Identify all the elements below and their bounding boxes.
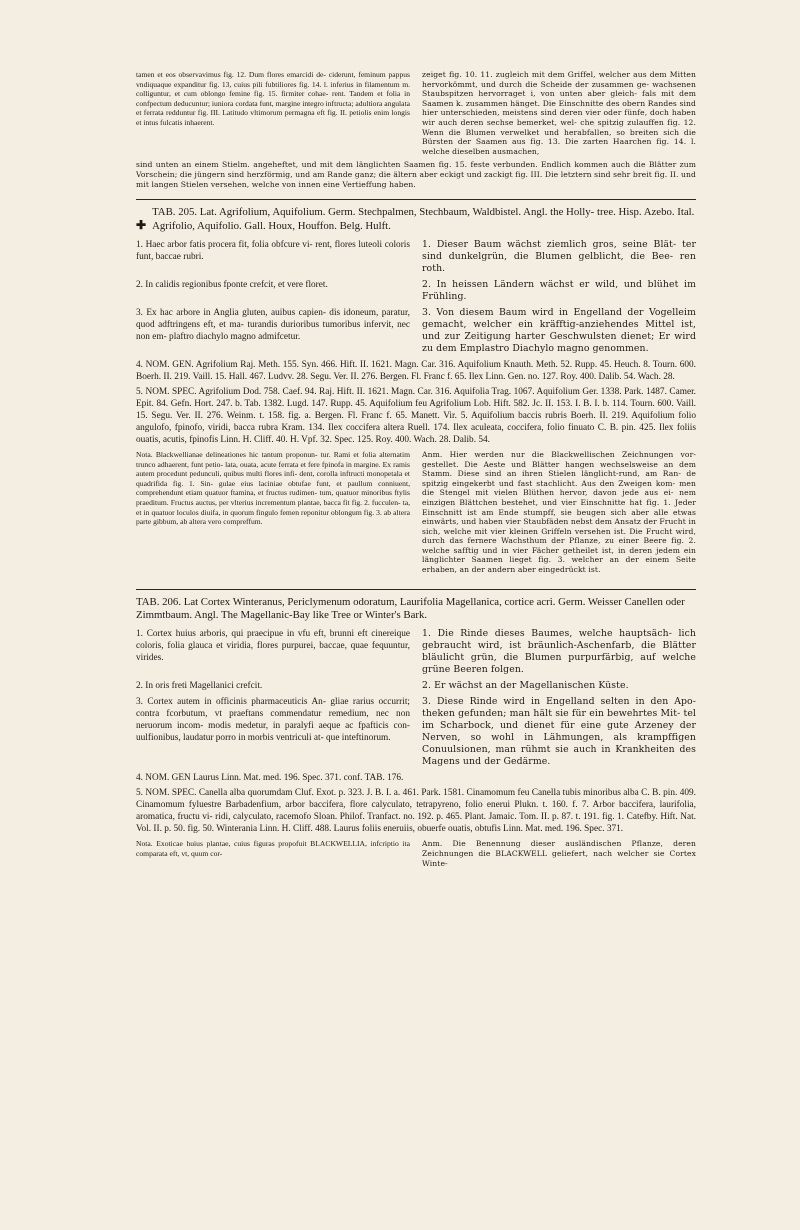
tab-205-heading: TAB. 205. Lat. Agrifolium, Aquifolium. Germ. Stechpalmen, Stechbaum, Waldbistel. Angl. the Holly- tree. Hisp. Azebo. Ital. Agrifolio, Aquifolio. Gall. Houx, Houffon. Belg. Hulft. — [152, 206, 695, 232]
latin-item: 1. Cortex huius arboris, qui praecipue in vfu eft, brunni eft cinereique coloris, folia glauca et viridia, flores purpurei, baccae, quae fequuntur, virides. — [136, 629, 410, 664]
latin-column-top: tamen et eos observavimus fig. 12. Dum flores emarcidi de- ciderunt, feminum pappus vndiquaque expanditur fig. 13, cuius pili fubtiliores fig. 14. l. inferius in filamentum m. colliguntur, et cum oblongo femine fig. 15. firmiter cohae- rent. Tandem et folia in confpectum deducuntur; iuniora cordata funt, margine integro inftructa; adultiora angulata et ferrata redduntur fig. III. Latitudo vltimorum permagna eft fig. II. petiolis enim longis et intus fulcatis inhaerent. — [136, 70, 410, 127]
latin-item: 3. Ex hac arbore in Anglia gluten, auibus capien- dis idoneum, paratur, quod adftringens eft, et ma- turandis durioribus tumoribus infervit, nec non em- plaftro diachylo magno admifcetur. — [136, 307, 410, 342]
latin-item: 1. Haec arbor fatis procera fit, folia obfcure vi- rent, flores luteoli coloris funt, baccae rubri. — [136, 239, 410, 262]
tab-206-item-3 — [136, 696, 696, 772]
tab-206-item-2 — [136, 680, 696, 696]
german-item: 3. Von diesem Baum wird in Engelland der Vogelleim gemacht, welcher ein kräfftig-anziehendes Mittel ist, und zur Zeitigung harter Geschwulsten dienet; Er wird zu dem Emplastro Diachylo magno genommen. — [422, 306, 696, 354]
holly-cross-mark: ✚ — [136, 218, 147, 233]
top-columns — [136, 70, 696, 160]
tab-206-heading: TAB. 206. Lat Cortex Winteranus, Periclymenum odoratum, Laurifolia Magellanica, cortice acri. Germ. Weisser Canellen oder Zimmtbaum. Angl. The Magellanic-Bay like Tree or Winter's Bark. — [136, 595, 685, 622]
latin-note: Nota. Blackwellianae delineationes hic tantum proponun- tur. Rami et folia alternatim trunco adhaerent, funt petio- lata, ouata, acute ferrata et fere fpinofa in margine. Ex ramis autem procedunt pedunculi, quibus multi flores infi- dent, corolla inftructi monopetala et quadrifida fig. 1. Sin- gulae eius laciniae obtufae funt, et paullum conniuent, comprehendunt etiam quatuor ftamina, et fructus rudimen- tum, quatuor minoribus ftylis praeditum. Fructus auctus, per vlterius incrementum plantae, bacca fit fig. 2. fucculen- ta, et in quatuor loculos diuifa, in quorum fingulo femen reponitur oblongum fig. 3. ab altera parte gibbum, ab altera vero compreffum. — [136, 449, 410, 527]
german-item: 1. Die Rinde dieses Baumes, welche hauptsäch- lich gebraucht wird, ist bräunlich-Aschenfarb, die Blätter bläulicht grün, die Blumen purpurfärbig, auf welche grüne Beeren folgen. — [422, 628, 696, 676]
nomen-specificum: 5. NOM. SPEC. Agrifolium Dod. 758. Caef. 94. Raj. Hift. II. 1621. Magn. Car. 316. Aquifolia Trag. 1067. Aquifolium Ger. 1338. Park. 1487. Camer. Epit. 84. Gefn. Hort. 247. b. Tab. 1382. Lugd. 147. Rupp. 45. Aquifolium feu Agrifolium Lob. Hift. 582. Jc. II. 153. I. B. I. b. 114. Tourn. 600. Vaill. 15. Segu. Ver. II. 276. Weinm. t. 158. fig. a. Bergen. Fl. Franc f. 65. Manett. Vir. 5. Aquifolium baccis rubris Boerh. II. 219. Aquifolium folio angulofo, fpinofo, viridi, bacca rubra Kram. 134. Ilex coccifera altera Ruell. 174. Ilex aculeata, coccifera, folio finuato C. B. pin. 425. Ilex foliis ouatis, acutis, fpinofis Linn. H. Cliff. 40. H. Vpf. 32. Spec. 125. Roy. 400. Wach. 28. Dalib. 54. — [136, 386, 696, 445]
tab-205-section — [136, 206, 696, 579]
german-note: Anm. Die Benennung dieser ausländischen Pflanze, deren Zeichnungen die BLACKWELL geliefert, nach welcher sie Cortex Winte- — [422, 839, 696, 868]
german-item: 2. In heissen Ländern wächst er wild, und blühet im Frühling. — [422, 278, 696, 302]
section-rule — [136, 589, 696, 590]
latin-item: 2. In oris freti Magellanici crefcit. — [136, 681, 263, 692]
tab-205-notes — [136, 450, 696, 579]
latin-item: 3. Cortex autem in officinis pharmaceuticis An- gliae rarius occurrit; contra fcorbutum, vt praeftans commendatur remedium, nec non neruorum incom- modis medetur, in paralyfi aeque ac fpafticis con- uulfionibus, laudatur porro in morbis ventriculi at- que inteftinorum. — [136, 697, 410, 744]
tab-205-item-1 — [136, 239, 696, 279]
tab-206-notes — [136, 839, 696, 872]
tab-205-item-3 — [136, 307, 696, 359]
german-item: 3. Diese Rinde wird in Engelland selten in den Apo- theken gefunden; man hält sie für ein bewehrtes Mit- tel im Scharbock, und dienet für eine gute Arzeney der Nerven, so wohl in Lähmungen, als krampffigen Conuulsionen, man rühmt sie auch in Krankheiten des Magens und der Gedärme. — [422, 696, 696, 768]
german-item: 1. Dieser Baum wächst ziemlich gros, seine Blät- ter sind dunkelgrün, die Blumen gelblicht, die Bee- ren roth. — [422, 238, 696, 274]
latin-item: 2. In calidis regionibus fponte crefcit, et vere floret. — [136, 279, 328, 290]
section-rule — [136, 199, 696, 200]
tab-206-item-1 — [136, 628, 696, 680]
nomen-genericum: 4. NOM. GEN. Agrifolium Raj. Meth. 155. Syn. 466. Hift. II. 1621. Magn. Car. 316. Aquifolium Knauth. Meth. 52. Rupp. 45. Heuch. 8. Tourn. 600. Boerh. II. 219. Vaill. 15. Hall. 467. Ludvv. 28. Segu. Ver. II. 276. Bergen. Fl. Franc f. 65. Ilex Linn. Gen. no. 127. Roy. 400. Dalib. 54. Wach. 28. — [136, 359, 696, 382]
tab-205-item-2 — [136, 279, 696, 307]
german-column-top: zeiget fig. 10. 11. zugleich mit dem Griffel, welcher aus dem Mitten hervorkömmt, und durch die Scheide der zusammen ge- wachsenen Staubspitzen hervorraget i, von unten aber gleich- fals mit dem Saamen k. zusammen hänget. Die Einschnitte des obern Randes sind hier unterschieden, meistens sind deren vier oder fünfe, doch haben wir auch deren sechse bemerket, wel- che spitzig zulauffen fig. 12. Wenn die Blumen verwelket und herabfallen, so breiten sich die Bürsten der Saamen aus fig. 13. Die zarten Haarchen fig. 14. l. welche dieselben ausmachen, — [422, 70, 696, 156]
tab-206-section — [136, 596, 696, 873]
page-text — [136, 70, 696, 872]
german-item: 2. Er wächst an der Magellanischen Küste. — [422, 680, 629, 692]
latin-note: Nota. Exoticae huius plantae, cuius figuras propofuit BLACKWELLIA, infcriptio ita comparata eft, vt, quum cor- — [136, 839, 410, 859]
nomen-genericum: 4. NOM. GEN Laurus Linn. Mat. med. 196. Spec. 371. conf. TAB. 176. — [136, 773, 404, 784]
tab-205-heading-row — [136, 206, 696, 239]
german-note: Anm. Hier werden nur die Blackwellischen Zeichnungen vor- gestellet. Die Aeste und Blätter hangen wechselsweise an dem Stamm. Diese sind an ihren Stielen länglicht-rund, am Ran- de spitzig eingekerbt und fast stachlicht. Aus den Zweigen kom- men die Stengel mit vielen Blüthen hervor, davon jede aus ei- nem einzigen Blättchen bestehet, und vier Einschnitte hat fig. 1. Jeder Einschnitt ist am Ende stumpff, sie beugen sich aber alle etwas einwärts, und haben vier Staubfäden nebst dem Ansatz der Frucht in sich, welche mit vier kleinen Griffeln versehen ist. Die Frucht wird, durch das fernere Wachsthum der Pflanze, zu einer Beere fig. 2. welche safftig und in vier Fächer getheilet ist, in deren jedem ein länglichter Saamen lieget fig. 3. welcher an der einem Seite erhaben, an der andern aber eingedrückt ist. — [422, 449, 696, 575]
german-continuation: sind unten an einem Stielm. angeheftet, und mit dem länglichten Saamen fig. 15. feste verbunden. Endlich kommen auch die Blätter zum Vorschein; die jüngern sind herzförmig, und am Rande ganz; die ältern aber eckigt und zackigt fig. III. Die letztern sind sehr breit fig. II. und mit langen Stielen versehen, welche von innen eine Vertieffung haben. — [136, 160, 696, 189]
nomen-specificum: 5. NOM. SPEC. Canella alba quorumdam Cluf. Exot. p. 323. J. B. I. a. 461. Park. 1581. Cinamomum feu Canella tubis minoribus alba C. B. pin. 409. Cinamomum fyluestre Barbadenfium, arbor baccifera, flore calyculato, tetrapyreno, folio enerui Plukn. t. 160. f. 7. Arbor baccifera, laurifolia, aromatica, fructu vi- ridi, calyculato, racemofo Sloan. Philof. Tranfact. no. 192. p. 465. Plant. Jamaic. Tom. II. p. 87. t. 191. fig. 1. Catefby. Hift. Nat. Vol. II. p. 50. fig. 50. Winterania Linn. H. Cliff. 488. Laurus foliis eneruiis, obuerfe ouatis, obtufis Linn. Mat. med. 196. Spec. 371. — [136, 788, 696, 835]
